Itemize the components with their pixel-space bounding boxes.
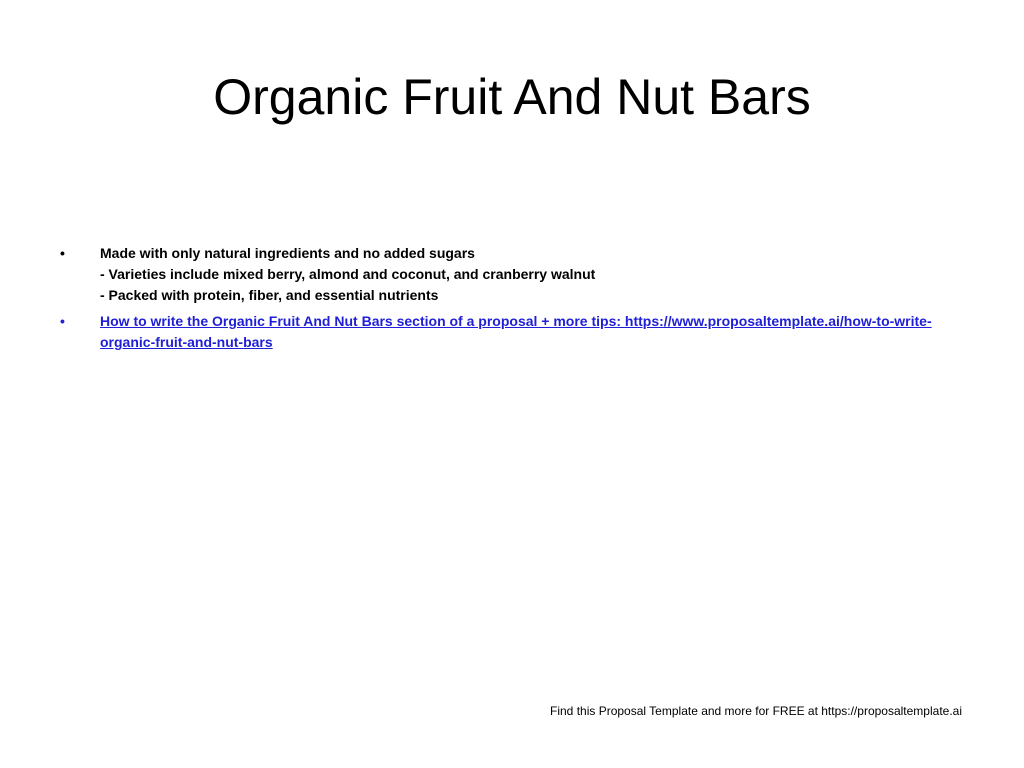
slide-title: Organic Fruit And Nut Bars xyxy=(213,69,811,125)
bullet-line-nutrients: - Packed with protein, fiber, and essential nutrients xyxy=(100,287,439,303)
proposal-tips-link[interactable]: How to write the Organic Fruit And Nut Bars section of a proposal + more tips: https://www.proposaltemplate.ai/how-to-write-organic-fruit-and-nut-bars xyxy=(100,313,932,350)
bullet-line-varieties: - Varieties include mixed berry, almond and coconut, and cranberry walnut xyxy=(100,266,596,282)
bullet-item-features xyxy=(60,243,970,306)
bullet-item-link xyxy=(60,311,970,353)
bullet-marker: • xyxy=(60,313,65,329)
footer-text: Find this Proposal Template and more for FREE at https://proposaltemplate.ai xyxy=(550,704,962,718)
bullet-marker: • xyxy=(60,245,65,261)
bullet-list xyxy=(60,243,970,358)
bullet-line-ingredients: Made with only natural ingredients and no added sugars xyxy=(100,245,475,261)
